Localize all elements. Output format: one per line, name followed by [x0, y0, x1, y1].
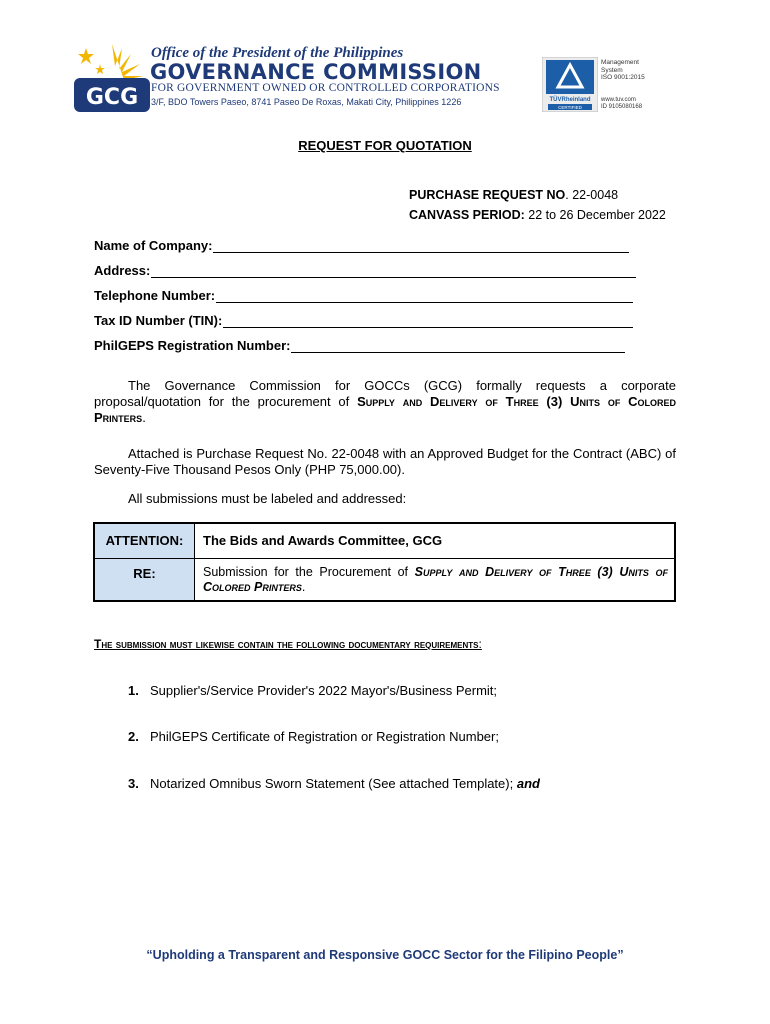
attention-table: [93, 522, 676, 602]
address-field[interactable]: Address:: [94, 263, 636, 278]
logo-text: GCG: [85, 85, 139, 110]
attention-value: The Bids and Awards Committee, GCG: [195, 524, 674, 559]
cert-web-text: www.tuv.com ID 9105080168: [601, 97, 643, 110]
tin-field[interactable]: Tax ID Number (TIN):: [94, 313, 633, 328]
org-address: 3/F, BDO Towers Paseo, 8741 Paseo De Roxas, Makati City, Philippines 1226: [151, 97, 462, 107]
cert-system-text: Management System ISO 9001:2015: [601, 59, 645, 81]
requirements-heading: The submission must likewise contain the following documentary requirements:: [94, 637, 482, 651]
org-subtitle: FOR GOVERNMENT OWNED OR CONTROLLED CORPORATIONS: [151, 82, 500, 94]
purchase-request-no: PURCHASE REQUEST NO. 22-0048: [409, 188, 619, 202]
gcg-logo: [74, 42, 150, 112]
company-name-field[interactable]: Name of Company:: [94, 238, 629, 253]
labeling-paragraph: All submissions must be labeled and addressed:: [128, 491, 407, 506]
org-name: GOVERNANCE COMMISSION: [150, 60, 482, 84]
philgeps-field[interactable]: PhilGEPS Registration Number:: [94, 338, 625, 353]
canvass-period: CANVASS PERIOD: 22 to 26 December 2022: [409, 208, 666, 222]
tuv-brand: TÜVRheinland: [549, 97, 591, 103]
requirement-item: 1. Supplier's/Service Provider's 2022 Mayor's/Business Permit;: [128, 683, 498, 698]
page-title: REQUEST FOR QUOTATION: [298, 138, 472, 153]
re-label: RE:: [95, 559, 195, 600]
intro-paragraph: The Governance Commission for GOCCs (GCG) formally requests a corporate proposal/quotation for the procurement of Supply and Delivery of Three (3) Units of Colored Printers.: [94, 378, 677, 425]
footer-tagline: “Upholding a Transparent and Responsive GOCC Sector for the Filipino People”: [146, 948, 624, 962]
office-line: Office of the President of the Philippines: [151, 45, 404, 61]
tuv-status: CERTIFIED: [558, 105, 582, 110]
requirement-item: 2. PhilGEPS Certificate of Registration or Registration Number;: [128, 729, 499, 744]
attention-label: ATTENTION:: [95, 524, 195, 559]
requirement-item: 3. Notarized Omnibus Sworn Statement (See attached Template); and: [128, 776, 540, 791]
budget-paragraph: Attached is Purchase Request No. 22-0048 with an Approved Budget for the Contract (ABC) of Seventy-Five Thousand Pesos Only (PHP 75,000.00).: [94, 446, 676, 477]
tuv-certification-badge: [542, 57, 598, 112]
re-value: Submission for the Procurement of Supply and Delivery of Three (3) Units of Colored Printers.: [203, 565, 668, 594]
telephone-field[interactable]: Telephone Number:: [94, 288, 633, 303]
